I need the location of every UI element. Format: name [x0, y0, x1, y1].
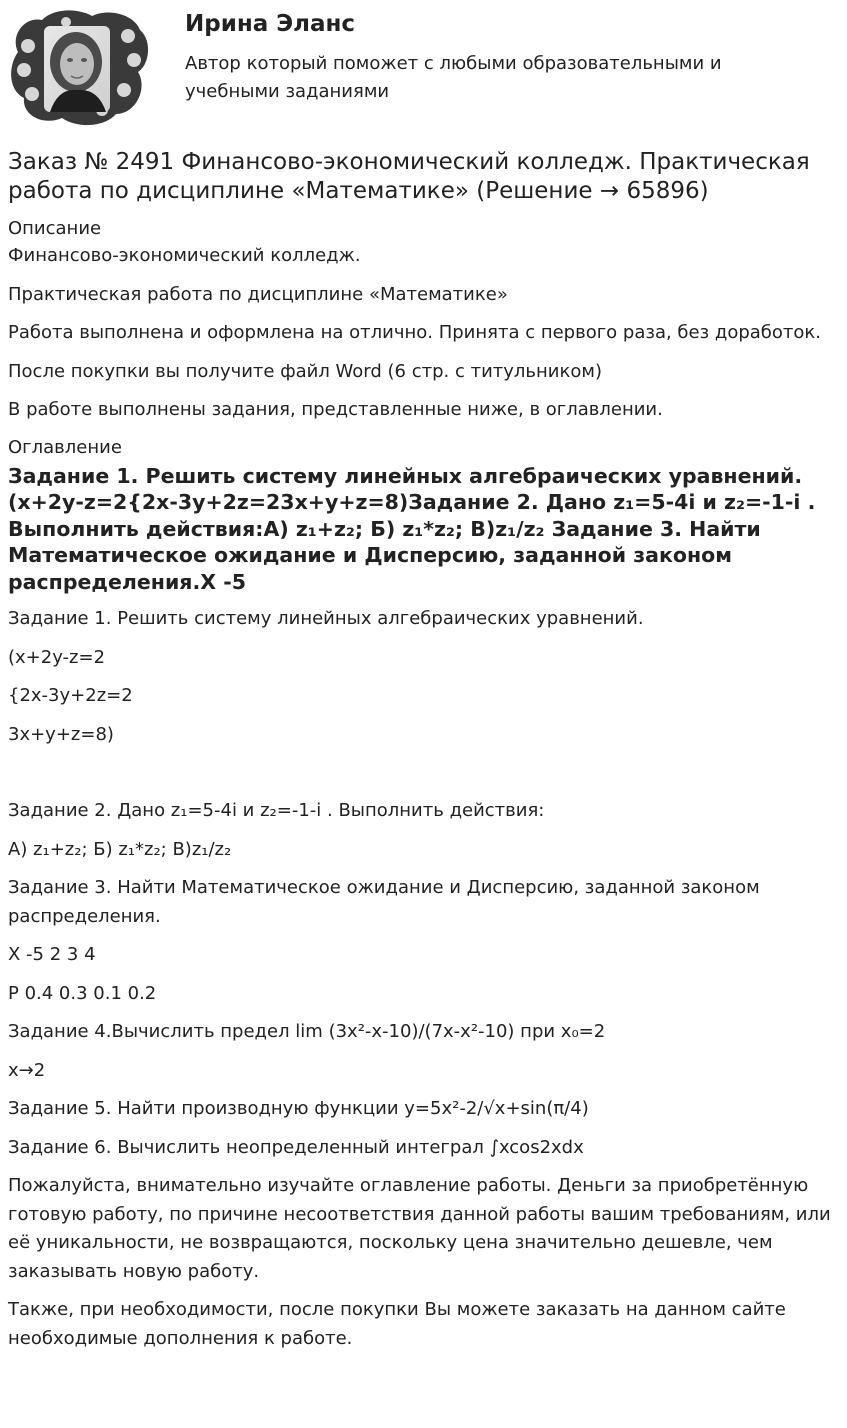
task-line: (x+2y-z=2	[8, 646, 106, 668]
task-line: Задание 6. Вычислить неопределенный интеграл ∫xcos2xdx	[8, 1136, 584, 1158]
description-paragraph: Практическая работа по дисциплине «Математике»	[8, 283, 508, 305]
note-paragraph: Пожалуйста, внимательно изучайте оглавление работы. Деньги за приобретённую готовую работу, по причине несоответствия данной работы вашим требованиям, или её уникальности, не возвращаются, поскольку цена значительно дешевле, чем заказывать новую работу.	[8, 1175, 831, 1282]
task-line: P 0.4 0.3 0.1 0.2	[8, 982, 157, 1004]
author-description: Автор который поможет с любыми образовательными и учебными заданиями	[185, 53, 722, 102]
task-line: А) z₁+z₂; Б) z₁*z₂; В)z₁/z₂	[8, 838, 232, 860]
author-header	[0, 0, 847, 140]
blank-line	[0, 759, 847, 797]
toc-label: Оглавление	[8, 436, 122, 458]
order-title: Заказ № 2491 Финансово-экономический колледж. Практическая работа по дисциплине «Математике» (Решение → 65896)	[8, 149, 810, 204]
description-block	[0, 242, 847, 425]
notes-block	[0, 1172, 847, 1353]
author-name[interactable]: Ирина Эланс	[185, 11, 356, 37]
task-line: Задание 5. Найти производную функции y=5x²-2/√x+sin(π/4)	[8, 1098, 589, 1119]
task-line: 3x+y+z=8)	[8, 723, 114, 745]
task-line: Задание 2. Дано z₁=5-4i и z₂=-1-i . Выполнить действия:	[8, 800, 545, 821]
toc-heading: Задание 1. Решить систему линейных алгебраических уравнений.(x+2y-z=2{2x-3y+2z=23x+y+z=8)Задание 2. Дано z₁=5-4i и z₂=-1-i . Выполнить действия:А) z₁+z₂; Б) z₁*z₂; В)z₁/z₂ Задание 3. Найти Математическое ожидание и Дисперсию, заданной законом распределения.X -5	[8, 463, 816, 594]
description-paragraph: Финансово-экономический колледж.	[8, 245, 361, 266]
author-avatar[interactable]	[6, 6, 152, 128]
description-paragraph: В работе выполнены задания, представленные ниже, в оглавлении.	[8, 399, 663, 420]
avatar-film-frame-icon	[6, 6, 152, 128]
task-content	[0, 605, 847, 1162]
task-line: Задание 3. Найти Математическое ожидание и Дисперсию, заданной законом распределения.	[8, 877, 760, 927]
task-line: {2x-3y+2z=2	[8, 685, 133, 706]
task-line: Задание 4.Вычислить предел lim (3x²-x-10)/(7x-x²-10) при x₀=2	[8, 1021, 606, 1042]
description-paragraph: Работа выполнена и оформлена на отлично. Принята с первого раза, без доработок.	[8, 322, 822, 343]
task-line: x→2	[8, 1059, 46, 1081]
task-line: Задание 1. Решить систему линейных алгебраических уравнений.	[8, 608, 644, 629]
task-line: X -5 2 3 4	[8, 944, 96, 965]
description-label: Описание	[8, 218, 102, 239]
note-paragraph: Также, при необходимости, после покупки Вы можете заказать на данном сайте необходимые дополнения к работе.	[8, 1299, 786, 1349]
description-paragraph: После покупки вы получите файл Word (6 стр. с титульником)	[8, 360, 602, 382]
